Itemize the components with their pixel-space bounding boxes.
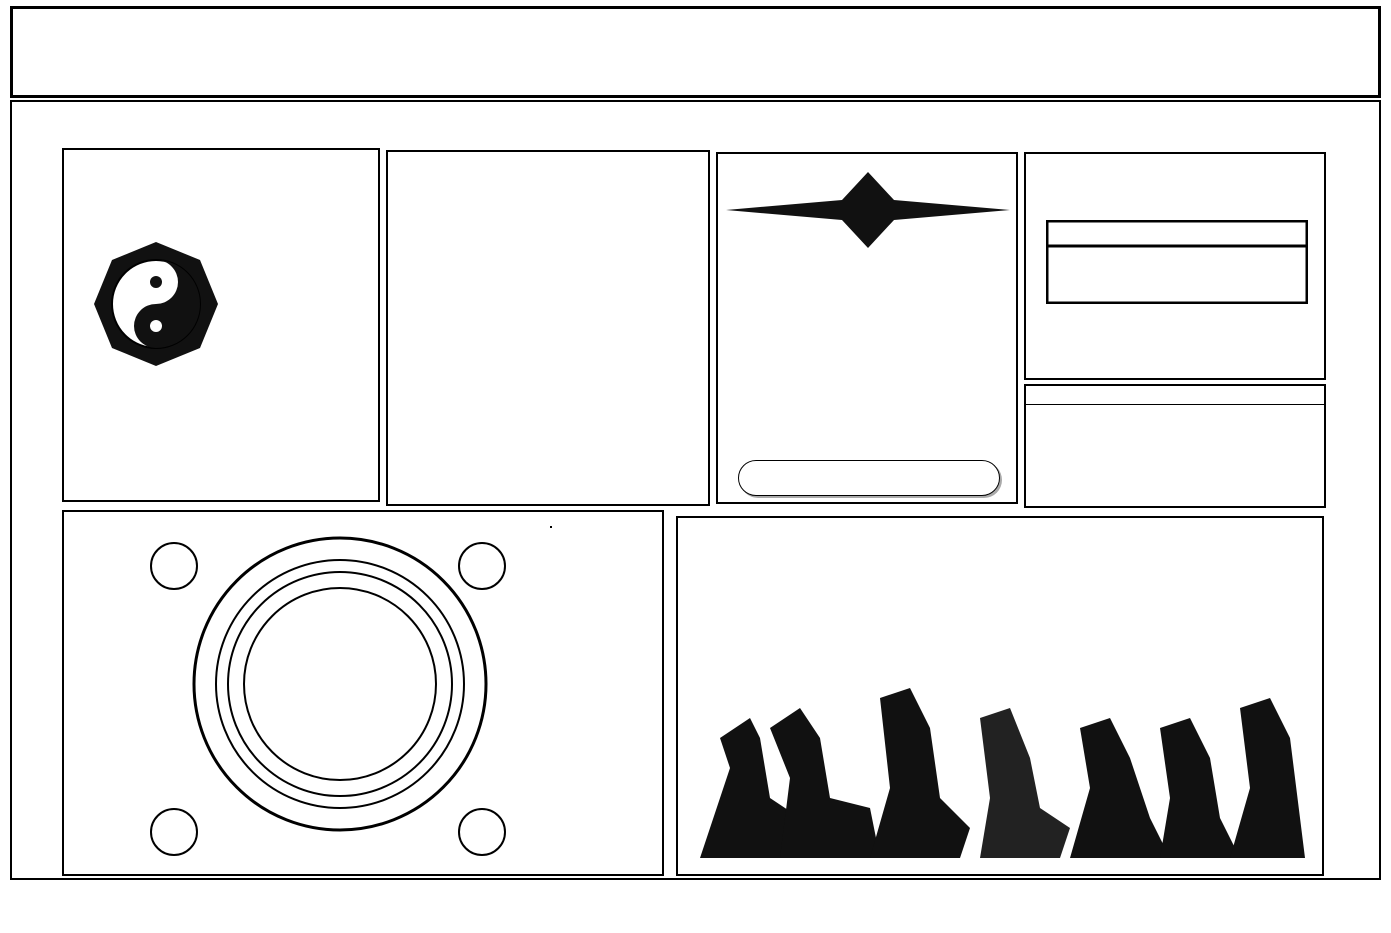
- roulette-wheel: [190, 534, 490, 834]
- poem-panel: [386, 150, 710, 506]
- wheel-legend: [550, 526, 552, 528]
- bagua-diagram: [86, 234, 226, 374]
- title-bar: [10, 6, 1381, 98]
- abacus-panel: [1024, 152, 1326, 380]
- horses-silhouette: [690, 678, 1310, 868]
- hot-table-title: [1026, 386, 1324, 405]
- bagua-panel: [62, 148, 380, 502]
- horses-panel: [676, 516, 1324, 876]
- brand-strip-left: [20, 110, 46, 870]
- horse-tip-panel: [716, 152, 1018, 504]
- brand-strip-right: [1344, 110, 1370, 870]
- hot-table-panel: [1024, 384, 1326, 508]
- gift-bubble: [738, 460, 1000, 496]
- badge-starburst: [724, 170, 1012, 250]
- abacus-icon: [1046, 220, 1308, 304]
- brand-strip-top: [20, 108, 1360, 138]
